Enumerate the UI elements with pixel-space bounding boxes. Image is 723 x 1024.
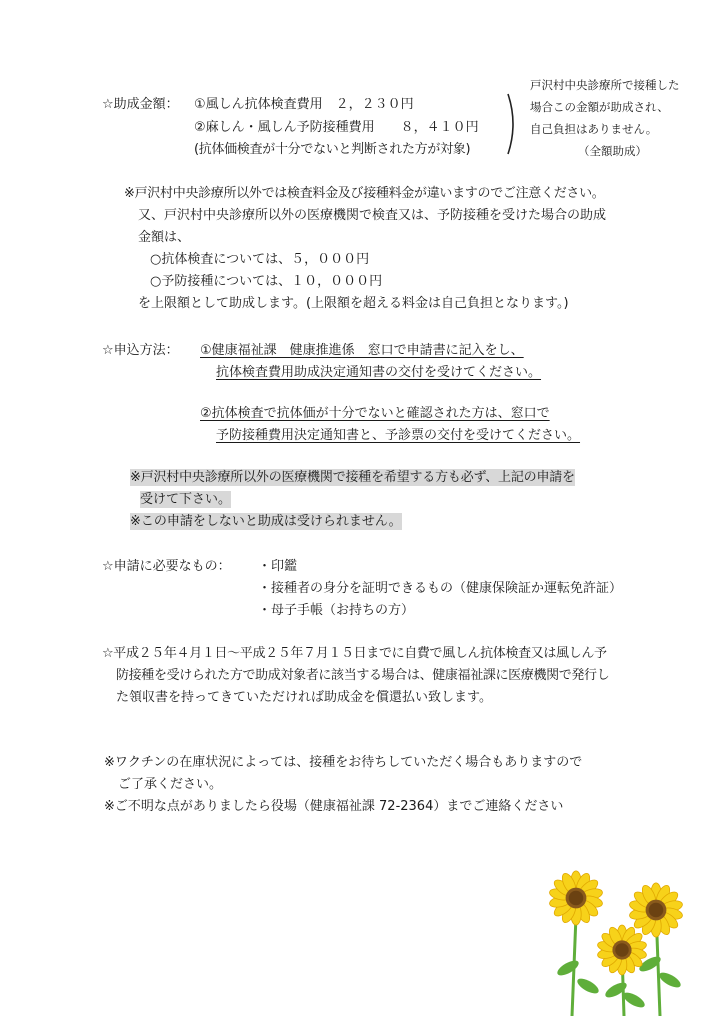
refund-line1: ☆平成２５年４月１日～平成２５年７月１５日までに自費で風しん抗体検査又は風しん予: [102, 646, 607, 661]
application-label: ☆申込方法：: [102, 343, 179, 358]
full-subsidy-note-line1: 戸沢村中央診療所で接種した: [530, 78, 680, 92]
other-clinic-line2: 又、戸沢村中央診療所以外の医療機関で検査又は、予防接種を受けた場合の助成: [138, 208, 607, 223]
application-step1-line2: 抗体検査費用助成決定通知書の交付を受けてください。: [216, 365, 542, 380]
required-item-handbook: ・母子手帳（お持ちの方）: [258, 603, 415, 618]
full-subsidy-note-line4: （全額助成）: [578, 144, 647, 158]
subsidy-item-condition: (抗体価検査が十分でないと判断された方が対象): [194, 142, 471, 157]
required-item-seal: ・印鑑: [258, 559, 298, 574]
refund-line3: た領収書を持ってきていただければ助成金を償還払い致します。: [116, 690, 492, 705]
application-step1-line1: ①健康福祉課 健康推進係 窓口で申請書に記入をし、: [200, 343, 524, 358]
bracket-divider: [506, 92, 520, 156]
sunflower-illustration: [538, 868, 708, 1016]
full-subsidy-note-line3: 自己負担はありません。: [530, 122, 658, 136]
vaccine-stock-note-line1: ※ワクチンの在庫状況によっては、接種をお待ちしていただく場合もありますので: [104, 755, 583, 770]
subsidy-label: ☆助成金額：: [102, 97, 179, 112]
other-clinic-line6: を上限額として助成します。(上限額を超える料金は自己負担となります。): [138, 296, 569, 311]
other-clinic-line1: ※戸沢村中央診療所以外では検査料金及び接種料金が違いますのでご注意ください。: [124, 186, 605, 201]
application-step2-line1: ②抗体検査で抗体価が十分でないと確認された方は、窓口で: [200, 406, 550, 421]
contact-note: ※ご不明な点がありましたら役場（健康福祉課 72-2364）までご連絡ください: [104, 799, 564, 814]
sunflower-2: [628, 883, 683, 937]
application-note2: ※この申請をしないと助成は受けられません。: [130, 514, 402, 529]
subsidy-item-vaccination: ②麻しん・風しん予防接種費用 ８，４１０円: [194, 120, 479, 135]
other-clinic-line4: ○抗体検査については、５，０００円: [150, 252, 370, 267]
required-label: ☆申請に必要なもの：: [102, 559, 231, 574]
sunflower-1: [548, 871, 603, 925]
vaccine-stock-note-line2: ご了承ください。: [118, 777, 223, 792]
application-step2-line2: 予防接種費用決定通知書と、予診票の交付を受けてください。: [216, 428, 581, 443]
other-clinic-line3: 金額は、: [138, 230, 191, 245]
required-item-id: ・接種者の身分を証明できるもの（健康保険証か運転免許証）: [258, 581, 623, 596]
other-clinic-line5: ○予防接種については、１０，０００円: [150, 274, 383, 289]
application-note1-line1: ※戸沢村中央診療所以外の医療機関で接種を希望する方も必ず、上記の申請を: [130, 470, 575, 485]
sunflower-heads: [548, 871, 683, 975]
application-note1-line2: 受けて下さい。: [140, 492, 232, 507]
full-subsidy-note-line2: 場合この金額が助成され、: [530, 100, 669, 114]
subsidy-item-antibody: ①風しん抗体検査費用 ２，２３０円: [194, 97, 414, 112]
refund-line2: 防接種を受けられた方で助成対象者に該当する場合は、健康福祉課に医療機関で発行し: [116, 668, 610, 683]
